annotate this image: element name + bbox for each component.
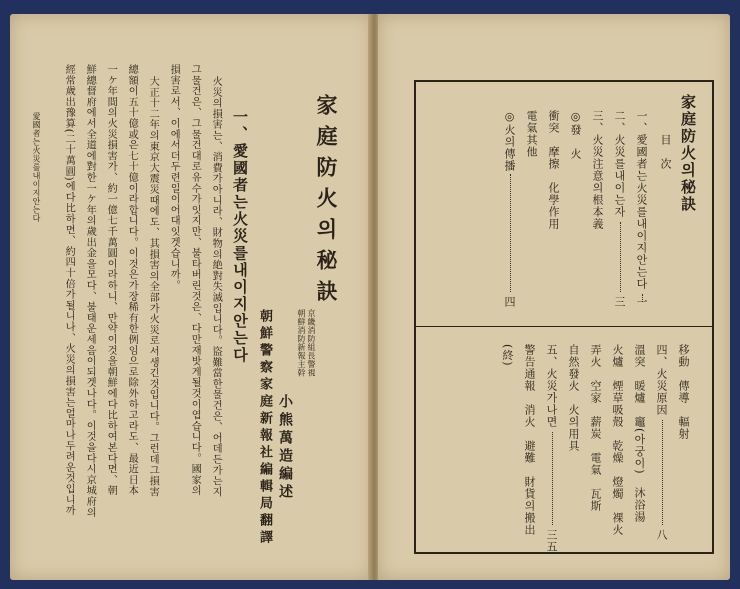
body-line: 鮮總督府에서全道에對한一ケ年의歲出金을모다、불태운세음이되겟나다。이것을다시京城府의 bbox=[84, 64, 96, 518]
body-line: 經常歲出豫算(二十萬圓)에다比하면、約四十倍가될니나、火災의損害는얼마나두려운것입니까 bbox=[63, 64, 75, 516]
toc-leader-dots bbox=[620, 222, 621, 292]
toc-item: 電氣其他 bbox=[525, 110, 538, 158]
toc-item: 三、火災注意의根本義 bbox=[591, 110, 604, 230]
toc-leader-dots bbox=[662, 420, 663, 525]
translator-line: 朝鮮警察家庭新報社編輯局翻譯 bbox=[257, 309, 272, 547]
toc-item: 自然發火 火의用具 bbox=[567, 344, 580, 452]
toc-item: 火爐 煙草吸殼 乾燥 燈燭 裸火 bbox=[611, 344, 624, 536]
toc-item: ◎火의傳播 bbox=[503, 110, 516, 172]
toc-item: 五、火災가나면 bbox=[545, 344, 558, 428]
toc-page-number: 三五 bbox=[545, 529, 558, 553]
toc-item: 溫突 暖爐 竈(아궁이) 沐浴湯 bbox=[633, 344, 646, 523]
toc-item: 一、愛國者는火災를내이지안는다 bbox=[635, 110, 648, 290]
author-name: 小熊萬造編述 bbox=[277, 394, 293, 502]
toc-heading: 目 次 bbox=[659, 134, 672, 170]
author-affiliation-2: 朝鮮消防新報主幹 bbox=[297, 309, 306, 377]
toc-item: 弄火 空家 薪炭 電氣 瓦斯 bbox=[589, 344, 602, 512]
section-heading: 一、愛國者는火災를내이지안는다 bbox=[231, 109, 249, 364]
toc-page-number: 一 bbox=[635, 296, 648, 308]
body-line: 總額이五十億或은七十億이라합니다。이것은가장稀有한例임으로除外하고라도、最近日本 bbox=[126, 64, 138, 496]
toc-item: 二、火災를내이는자 bbox=[613, 110, 626, 218]
toc-item: (終) bbox=[501, 344, 514, 367]
toc-leader-dots bbox=[552, 432, 553, 525]
toc-leader-dots bbox=[642, 294, 643, 302]
toc-item: 衝突 摩擦 化學作用 bbox=[547, 110, 560, 230]
page-title: 家庭防火의秘訣 bbox=[314, 94, 339, 311]
body-line: 그물건은、그물건대로유수가잇지만、불타버린것은、다만재밧게될것이엽습니다。國家의 bbox=[189, 64, 201, 496]
left-page bbox=[10, 14, 372, 580]
body-line: 大正十二年의東京大震災때에도、其損害의全部가火災로서생긴것입니다。그런데그損害 bbox=[147, 76, 159, 498]
toc-leader-dots bbox=[510, 174, 511, 292]
toc-page-number: 三 bbox=[613, 296, 626, 308]
author-affiliation-1: 京畿消防組長警視 bbox=[307, 309, 316, 377]
toc-item: 移動 傳導 輻射 bbox=[677, 344, 690, 440]
toc-item: 四、火災原因 bbox=[655, 344, 668, 416]
running-head: 愛國者는火災를내이지안는다 bbox=[32, 112, 41, 223]
body-line: 火災의損害는、消費가아니라、財物의絶對失滅입니다。盜難當한물건은、어데든가는지 bbox=[210, 76, 222, 498]
toc-title: 家庭防火의秘訣 bbox=[679, 94, 697, 213]
toc-divider bbox=[414, 326, 714, 327]
toc-page-number: 四 bbox=[503, 296, 516, 308]
body-line: 一ケ年間의火災損害가、約一億七千萬圓이라하니、만약이것을朝鮮에다比하여본다면、朝 bbox=[105, 64, 117, 496]
toc-item: 警告通報 消火 避難 財貨의搬出 bbox=[523, 344, 536, 536]
body-line: 損害로서、이에서더두련일이어대잇겟습니까。 bbox=[168, 64, 180, 291]
right-page bbox=[378, 14, 730, 580]
toc-item: ◎發 火 bbox=[569, 110, 582, 160]
toc-page-number: 八 bbox=[655, 529, 668, 541]
